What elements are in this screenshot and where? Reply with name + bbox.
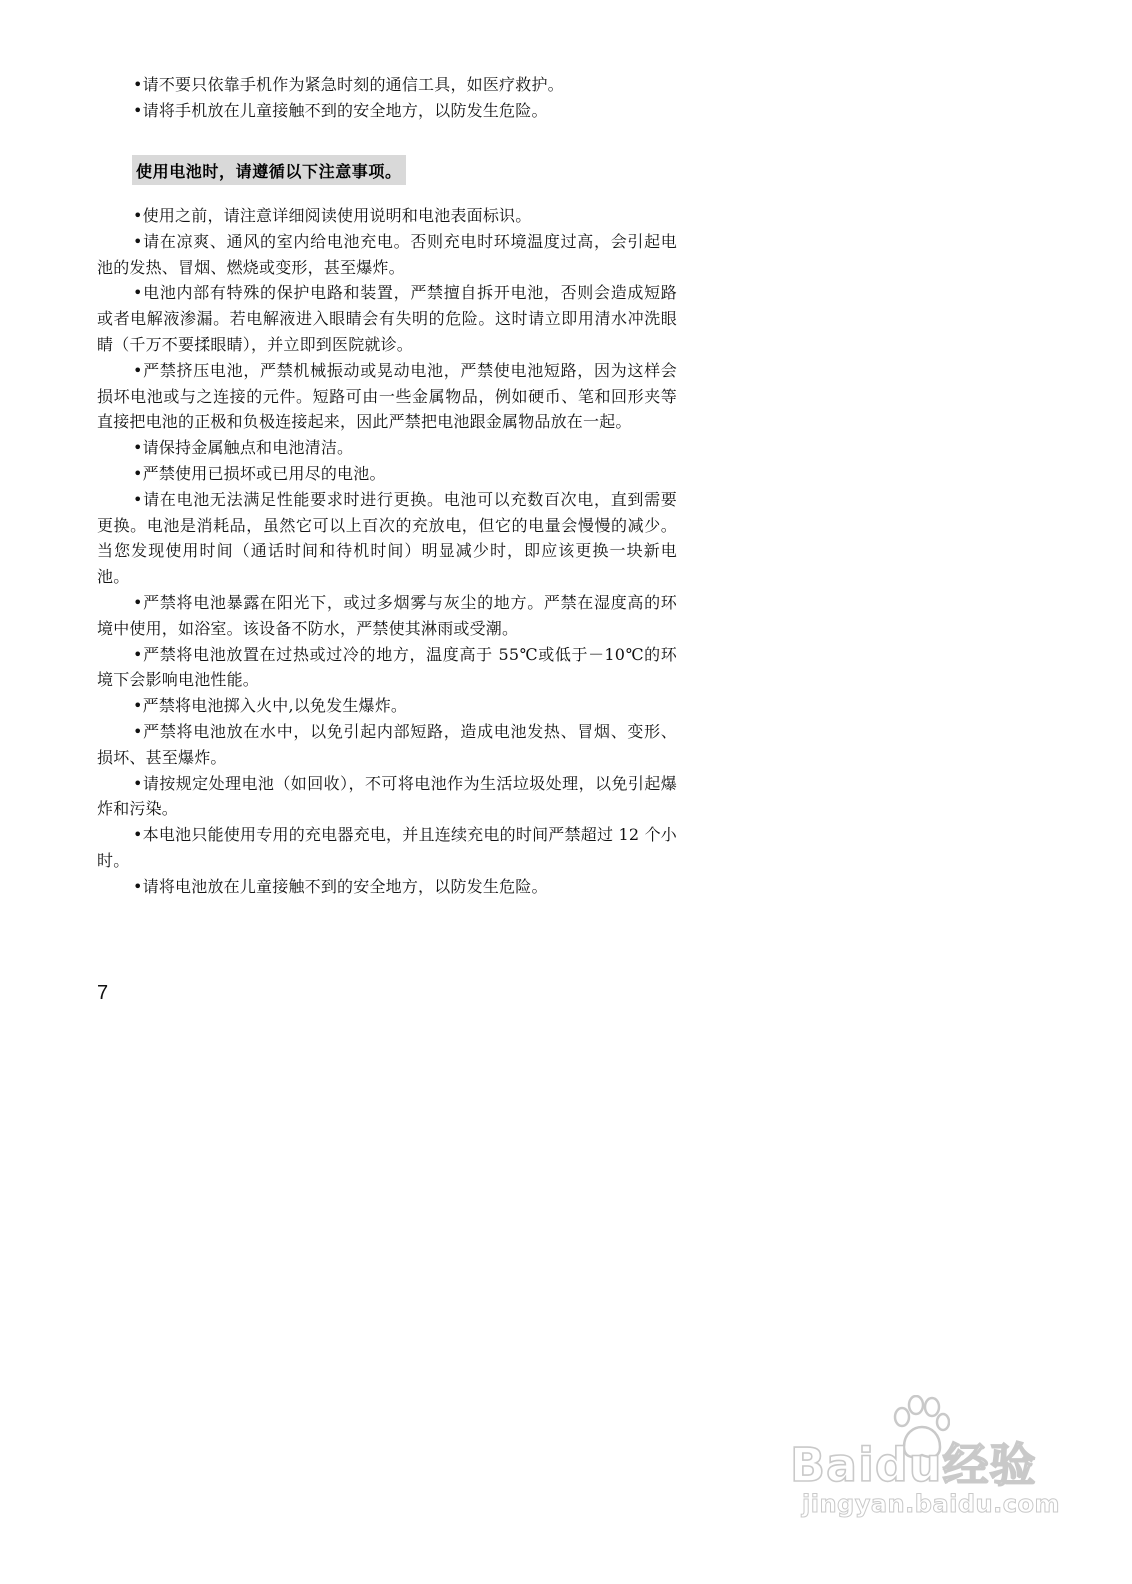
list-item: •请将手机放在儿童接触不到的安全地方，以防发生危险。	[133, 100, 548, 120]
list-item: •电池内部有特殊的保护电路和装置，严禁擅自拆开电池，否则会造成短路或者电解液渗漏。若电解液进入眼睛会有失明的危险。这时请立即用清水冲洗眼睛（千万不要揉眼睛），并立即到医院就诊。	[97, 283, 677, 354]
list-item: •严禁将电池掷入火中,以免发生爆炸。	[133, 696, 408, 716]
watermark-url: jingyan.baidu.com	[802, 1490, 1060, 1518]
page-number: 7	[97, 982, 109, 1004]
list-item: •严禁使用已损坏或已用尽的电池。	[133, 463, 386, 483]
list-item: •本电池只能使用专用的充电器充电，并且连续充电的时间严禁超过 12 个小时。	[97, 825, 677, 870]
list-item: •请不要只依靠手机作为紧急时刻的通信工具，如医疗救护。	[133, 75, 564, 94]
phone-safety-list	[97, 72, 677, 124]
list-item: •严禁将电池暴露在阳光下，或过多烟雾与灰尘的地方。严禁在湿度高的环境中使用，如浴室。该设备不防水，严禁使其淋雨或受潮。	[97, 592, 677, 638]
list-item: •请保持金属触点和电池清洁。	[133, 438, 354, 458]
list-item: •严禁将电池放在水中，以免引起内部短路，造成电池发热、冒烟、变形、损坏、甚至爆炸。	[97, 721, 677, 767]
list-item: •请将电池放在儿童接触不到的安全地方，以防发生危险。	[133, 876, 548, 896]
list-item: •请在电池无法满足性能要求时进行更换。电池可以充数百次电，直到需要更换。电池是消耗品，虽然它可以上百次的充放电，但它的电量会慢慢的减少。当您发现使用时间（通话时间和待机时间）明显减少时，即应该更换一块新电池。	[97, 489, 677, 587]
battery-precautions-list	[97, 203, 677, 900]
list-item: •严禁挤压电池，严禁机械振动或晃动电池，严禁使电池短路，因为这样会损坏电池或与之连接的元件。短路可由一些金属物品，例如硬币、笔和回形夹等直接把电池的正极和负极连接起来，因此严禁把电池跟金属物品放在一起。	[97, 360, 677, 432]
baidu-jingyan-watermark	[790, 1395, 1090, 1525]
section-heading-highlight	[132, 155, 406, 185]
list-item: •请按规定处理电池（如回收），不可将电池作为生活垃圾处理，以免引起爆炸和污染。	[97, 773, 677, 819]
section-heading: 使用电池时，请遵循以下注意事项。	[136, 161, 402, 181]
watermark-logo-text: Baidu经验	[790, 1438, 1037, 1492]
list-item: •请在凉爽、通风的室内给电池充电。否则充电时环境温度过高，会引起电池的发热、冒烟、燃烧或变形，甚至爆炸。	[97, 231, 677, 277]
list-item: •严禁将电池放置在过热或过冷的地方，温度高于 55℃或低于－10℃的环境下会影响电池性能。	[97, 644, 677, 690]
list-item: •使用之前，请注意详细阅读使用说明和电池表面标识。	[133, 206, 532, 225]
